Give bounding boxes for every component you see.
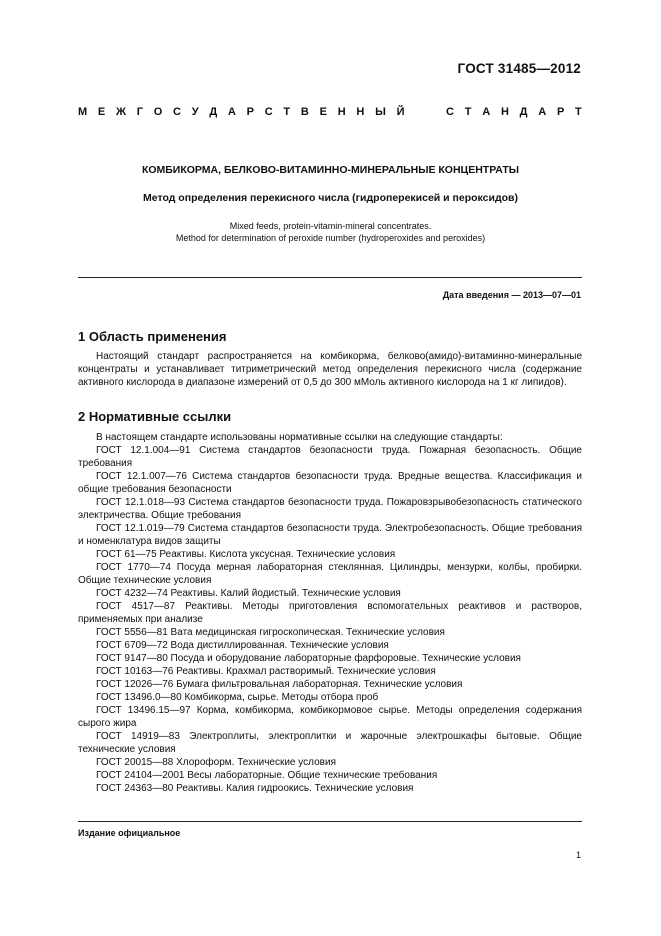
interstate-standard-heading xyxy=(78,106,582,118)
heading-letter: Ж xyxy=(116,106,126,118)
official-edition-label: Издание официальное xyxy=(78,828,181,838)
heading-letter: Т xyxy=(283,106,291,118)
method-title: Метод определения перекисного числа (гидроперекисей и пероксидов) xyxy=(143,192,518,204)
heading-letter: Н xyxy=(356,106,365,118)
reference-item: ГОСТ 6709—72 Вода дистиллированная. Технические условия xyxy=(96,640,389,651)
bottom-divider xyxy=(78,821,582,822)
heading-letter: А xyxy=(538,106,547,118)
section-heading-references: 2 Нормативные ссылки xyxy=(78,409,232,424)
heading-letter: Н xyxy=(500,106,509,118)
reference-item: ГОСТ 12026—76 Бумага фильтровальная лабораторная. Технические условия xyxy=(96,679,463,690)
standard-number: ГОСТ 31485—2012 xyxy=(457,61,581,76)
reference-item: ГОСТ 4232—74 Реактивы. Калий йодистый. Технические условия xyxy=(96,588,401,599)
heading-letter: О xyxy=(153,106,163,118)
heading-letter: С xyxy=(264,106,273,118)
reference-item: ГОСТ 20015—88 Хлороформ. Технические условия xyxy=(96,757,336,768)
english-title xyxy=(0,221,661,244)
heading-letter: М xyxy=(78,106,88,118)
heading-letter: Д xyxy=(209,106,218,118)
heading-letter: Р xyxy=(246,106,254,118)
references-intro: В настоящем стандарте использованы нормативные ссылки на следующие стандарты: xyxy=(96,432,503,443)
page-number: 1 xyxy=(575,850,581,860)
heading-letter: С xyxy=(446,106,454,118)
heading-letter: А xyxy=(227,106,236,118)
reference-item: ГОСТ 13496.15—97 Корма, комбикорма, комбикормовое сырье. Методы определения содержания сырого жира xyxy=(78,705,582,729)
heading-letter: Е xyxy=(97,106,106,118)
english-title-line: Method for determination of peroxide number (hydroperoxides and peroxides) xyxy=(175,232,486,243)
reference-item: ГОСТ 24363—80 Реактивы. Калия гидроокись. Технические условия xyxy=(96,783,414,794)
reference-item: ГОСТ 1770—74 Посуда мерная лабораторная стеклянная. Цилиндры, мензурки, колбы, пробирки. Общие технические условия xyxy=(78,562,582,586)
reference-item: ГОСТ 5556—81 Вата медицинская гигроскопическая. Технические условия xyxy=(96,627,445,638)
reference-item: ГОСТ 12.1.018—93 Система стандартов безопасности труда. Пожаровзрывобезопасность статического электричества. Общие требования xyxy=(78,497,582,521)
heading-letter: Г xyxy=(136,106,143,118)
heading-letter: Р xyxy=(556,106,565,118)
reference-item: ГОСТ 13496.0—80 Комбикорма, сырье. Методы отбора проб xyxy=(96,692,379,703)
reference-item: ГОСТ 12.1.004—91 Система стандартов безопасности труда. Пожарная безопасность. Общие требования xyxy=(78,445,582,469)
heading-letter: Т xyxy=(575,106,582,118)
reference-item: ГОСТ 12.1.007—76 Система стандартов безопасности труда. Вредные вещества. Классификация и общие требования безопасности xyxy=(78,471,582,495)
reference-item: ГОСТ 24104—2001 Весы лабораторные. Общие технические требования xyxy=(96,770,438,781)
top-divider xyxy=(78,277,582,278)
reference-item: ГОСТ 10163—76 Реактивы. Крахмал растворимый. Технические условия xyxy=(96,666,436,677)
heading-letter: Н xyxy=(337,106,346,118)
heading-letter: С xyxy=(173,106,181,118)
reference-item: ГОСТ 12.1.019—79 Система стандартов безопасности труда. Электробезопасность. Общие требования и номенклатура видов защиты xyxy=(78,523,582,547)
introduction-date: Дата введения — 2013—07—01 xyxy=(442,290,581,300)
heading-letter: У xyxy=(191,106,199,118)
heading-word-gap xyxy=(415,106,435,118)
heading-letter: Д xyxy=(519,106,528,118)
reference-item: ГОСТ 4517—87 Реактивы. Методы приготовления вспомогательных реактивов и растворов, применяемых при анализе xyxy=(78,601,582,625)
english-title-line: Mixed feeds, protein-vitamin-mineral concentrates. xyxy=(229,221,432,231)
references-list xyxy=(78,431,582,795)
heading-letter: А xyxy=(482,106,491,118)
heading-letter: Ы xyxy=(375,106,386,118)
heading-letter: Й xyxy=(396,106,405,118)
document-title: КОМБИКОРМА, БЕЛКОВО-ВИТАМИННО-МИНЕРАЛЬНЫЕ КОНЦЕНТРАТЫ xyxy=(141,164,520,176)
heading-letter: В xyxy=(300,106,309,118)
reference-item: ГОСТ 61—75 Реактивы. Кислота уксусная. Технические условия xyxy=(96,549,396,560)
scope-paragraph: Настоящий стандарт распространяется на комбикорма, белково(амидо)-витаминно-минеральные концентраты и устанавливает титриметрический метод определения перекисного числа (содержание активного кислорода в диапазоне измерений от 0,5 до 300 мМоль активного кислорода на 1 кг липидов). xyxy=(78,351,582,388)
heading-letter: Т xyxy=(464,106,472,118)
section-heading-scope: 1 Область применения xyxy=(78,329,227,344)
heading-letter: Е xyxy=(319,106,327,118)
reference-item: ГОСТ 9147—80 Посуда и оборудование лабораторные фарфоровые. Технические условия xyxy=(96,653,521,664)
reference-item: ГОСТ 14919—83 Электроплиты, электроплитки и жарочные электрошкафы бытовые. Общие технические условия xyxy=(78,731,582,755)
